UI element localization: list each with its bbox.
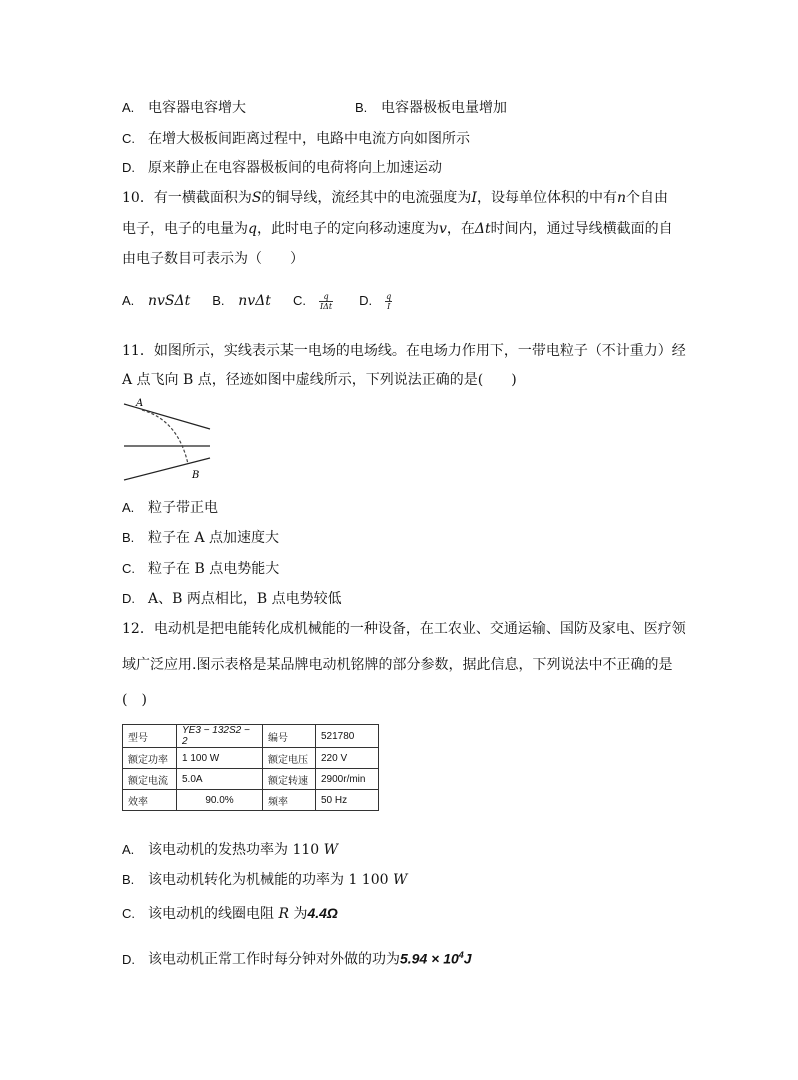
fraction-numerator: q — [386, 291, 392, 301]
stem-text: 个自由 — [625, 190, 668, 206]
option-label: A. — [122, 842, 135, 857]
stem-text: 的铜导线，流经其中的电流强度为 — [261, 190, 472, 206]
option-text: 电容器电容增大 — [148, 100, 246, 116]
option-text: 该电动机的发热功率为 110 — [148, 842, 324, 858]
table-cell: 型号 — [123, 725, 177, 748]
option-text: 该电动机转化为机械能的功率为 1 100 — [148, 872, 393, 888]
stem-text: ，在 — [446, 221, 475, 237]
option-b-value: nvΔt — [238, 293, 271, 309]
option-text: 电容器极板电量增加 — [381, 100, 507, 116]
table-cell: 效率 — [123, 790, 177, 811]
fraction-numerator: q — [319, 292, 333, 302]
unit-j: J — [463, 950, 472, 967]
var-q: q — [248, 221, 257, 237]
table-cell: 50 Hz — [316, 790, 379, 811]
option-text: 为 — [289, 906, 308, 922]
table-cell: 额定功率 — [123, 748, 177, 769]
option-label: D. — [122, 160, 135, 175]
option-label: B. — [122, 872, 135, 887]
table-cell: 2900r/min — [316, 769, 379, 790]
q11-option-d — [122, 589, 342, 609]
var-r: R — [278, 906, 289, 922]
option-label: C. — [122, 561, 135, 576]
table-row — [123, 725, 379, 748]
fraction-denominator: I — [387, 301, 391, 311]
q12-option-c — [122, 903, 338, 924]
option-text: 该电动机正常工作时每分钟对外做的功为 — [148, 951, 400, 968]
table-cell: 90.0% — [177, 790, 263, 811]
table-cell: 频率 — [263, 790, 316, 811]
option-a-value: nvSΔt — [148, 293, 191, 309]
q12-option-b — [122, 870, 407, 890]
electric-field-figure — [120, 396, 216, 484]
unit-w: W — [323, 842, 339, 858]
option-label: D. — [122, 951, 135, 967]
option-label: D. — [122, 591, 135, 606]
table-cell: 编号 — [263, 725, 316, 748]
table-cell: 220 V — [316, 748, 379, 769]
q12-option-d — [122, 945, 472, 970]
var-dt: Δt — [474, 221, 491, 237]
var-i: I — [471, 190, 477, 206]
stem-text: 电子，电子的电量为 — [122, 221, 248, 237]
work-exponent: 4 — [458, 950, 464, 960]
stem-text: ，此时电子的定向移动速度为 — [256, 221, 439, 237]
option-text: 在增大极板间距离过程中，电路中电流方向如图所示 — [148, 131, 470, 147]
table-cell: YE3 − 132S2 − 2 — [177, 725, 263, 748]
q11-stem-line1: 11．如图所示，实线表示某一电场的电场线。在电场力作用下，一带电粒子（不计重力）经 — [122, 343, 686, 359]
table-cell: 1 100 W — [177, 748, 263, 769]
point-b-label: B — [192, 470, 200, 481]
option-label: C. — [292, 293, 306, 308]
q10-options — [122, 291, 392, 311]
option-d-fraction — [385, 292, 392, 311]
q12-option-a — [122, 840, 338, 860]
option-label: B. — [122, 530, 135, 545]
option-text: 粒子在 A 点加速度大 — [148, 530, 280, 546]
table-cell: 额定电压 — [263, 748, 316, 769]
option-c-fraction — [319, 292, 333, 311]
q11-stem-line2: A 点飞向 B 点，径迹如图中虚线所示，下列说法正确的是( ) — [122, 372, 517, 388]
point-a-label: A — [136, 398, 144, 409]
stem-text: 10．有一横截面积为 — [122, 190, 252, 206]
table-cell: 521780 — [316, 725, 379, 748]
option-label: C. — [122, 131, 135, 146]
q9-option-a — [122, 98, 246, 118]
q10-stem-line3: 由电子数目可表示为（ ） — [122, 251, 304, 267]
option-label: D. — [359, 293, 373, 308]
option-label: A. — [122, 293, 135, 308]
option-text: 粒子在 B 点电势能大 — [148, 561, 280, 577]
work-value: 5.94 × 10 — [400, 950, 459, 967]
option-text: 该电动机的线圈电阻 — [148, 906, 279, 922]
option-label: C. — [122, 906, 135, 921]
q12-stem-line3: ( ) — [122, 692, 147, 708]
option-text: 原来静止在电容器极板间的电荷将向上加速运动 — [148, 160, 442, 176]
table-cell: 5.0A — [177, 769, 263, 790]
stem-text: ，设每单位体积的中有 — [476, 190, 617, 206]
fraction-denominator: IΔt — [319, 301, 333, 311]
var-n: n — [616, 190, 626, 206]
q12-stem-line2: 域广泛应用.图示表格是某品牌电动机铭牌的部分参数，据此信息，下列说法中不正确的是 — [122, 657, 673, 673]
option-label: B. — [212, 293, 225, 308]
particle-trajectory — [142, 410, 188, 464]
var-v: v — [438, 221, 447, 237]
option-label: A. — [122, 100, 135, 115]
q12-stem-line1: 12．电动机是把电能转化成机械能的一种设备，在工农业、交通运输、国防及家电、医疗领 — [122, 621, 686, 637]
option-label: A. — [122, 500, 135, 515]
q11-option-c — [122, 559, 279, 579]
stem-text: 时间内，通过导线横截面的自 — [490, 221, 673, 237]
table-row — [123, 748, 379, 769]
q10-stem-line1 — [122, 188, 668, 208]
table-row — [123, 790, 379, 811]
q11-option-a — [122, 498, 218, 518]
table-cell: 额定电流 — [123, 769, 177, 790]
option-text: 粒子带正电 — [148, 500, 218, 516]
option-text: A、B 两点相比，B 点电势较低 — [148, 591, 342, 607]
q11-option-b — [122, 528, 279, 548]
q9-option-d — [122, 158, 442, 178]
q10-stem-line2 — [122, 219, 673, 239]
unit-w: W — [392, 872, 408, 888]
resistance-value: 4.4Ω — [307, 905, 338, 921]
table-cell: 额定转速 — [263, 769, 316, 790]
var-s: S — [251, 190, 262, 206]
q9-option-c — [122, 129, 470, 149]
q9-option-b — [355, 98, 507, 118]
motor-nameplate-table — [122, 724, 379, 811]
option-label: B. — [355, 100, 368, 115]
table-row — [123, 769, 379, 790]
